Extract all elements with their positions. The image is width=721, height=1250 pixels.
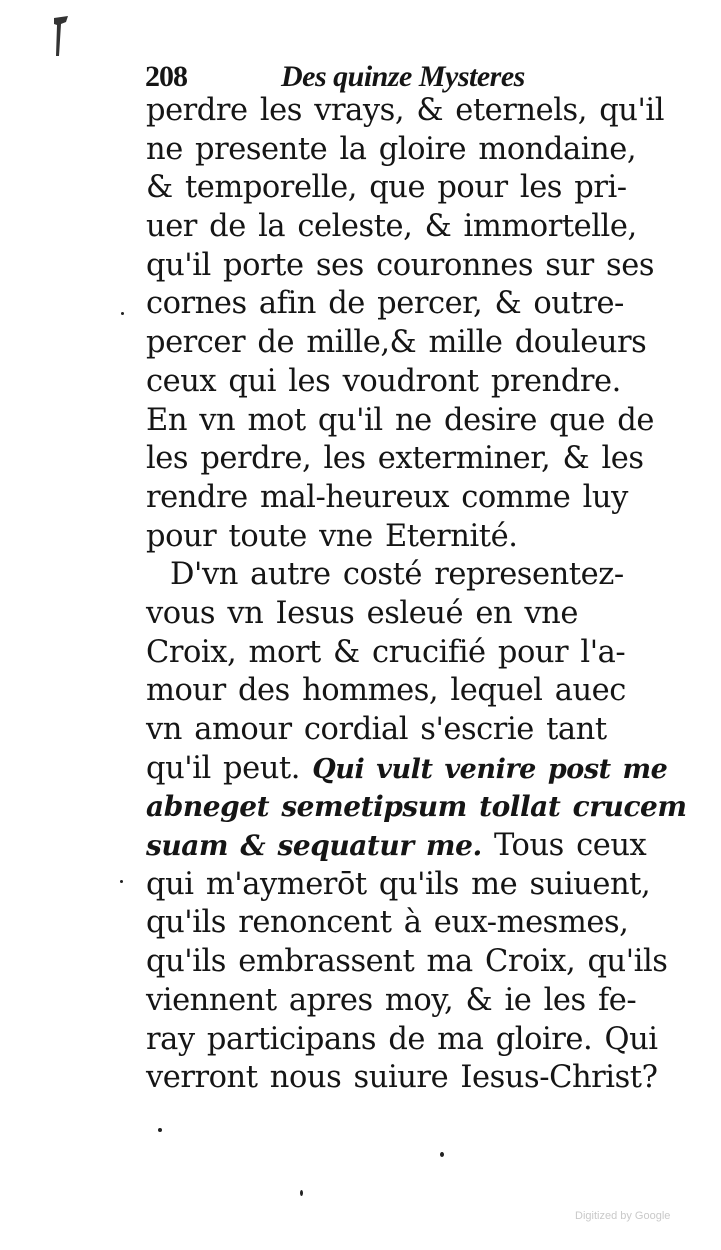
ink-speck <box>158 1128 162 1132</box>
text-line: cornes afin de percer, & outre- <box>146 286 624 322</box>
body-text <box>146 92 687 1098</box>
text-line: & temporelle, que pour les pri- <box>146 170 627 206</box>
text-line-with-quote <box>146 750 668 789</box>
text-line: viennent apres moy, & ie les fe- <box>146 982 637 1018</box>
ink-speck <box>120 880 123 883</box>
text-line: vous vn Iesus esleué en vne <box>146 595 578 631</box>
text-line: mour des hommes, lequel auec <box>146 673 626 709</box>
paragraph-start-line: D'vn autre costé representez- <box>170 557 624 593</box>
text-line: Croix, mort & crucifié pour l'a- <box>146 634 626 670</box>
text-fragment: Tous ceux <box>494 828 647 864</box>
corner-mark-icon <box>52 16 72 58</box>
running-title: Des quinze Mysteres <box>281 60 525 93</box>
text-line: ne presente la gloire mondaine, <box>146 131 637 167</box>
text-line: pour toute vne Eternité. <box>146 518 518 554</box>
latin-quote-line: abneget semetipsum tollat crucem <box>146 790 687 824</box>
text-line: verront nous suiure Iesus-Christ? <box>146 1060 658 1096</box>
text-line: qu'ils embrassent ma Croix, qu'ils <box>146 944 668 980</box>
ink-speck <box>121 312 124 315</box>
text-line-with-quote <box>146 827 647 866</box>
text-line: ceux qui les voudront prendre. <box>146 363 621 399</box>
text-line: vn amour cordial s'escrie tant <box>146 712 607 747</box>
latin-quote: Qui vult venire post me <box>312 753 668 785</box>
ink-speck <box>300 1190 303 1196</box>
text-line: qui m'aymerōt qu'ils me suiuent, <box>146 866 651 902</box>
ink-speck <box>440 1152 444 1157</box>
page-number: 208 <box>145 60 187 93</box>
latin-quote-end: suam & sequatur me. <box>146 829 482 863</box>
text-line: ray participans de ma gloire. Qui <box>146 1021 658 1057</box>
text-line: uer de la celeste, & immortelle, <box>146 209 637 245</box>
text-line: rendre mal-heureux comme luy <box>146 479 628 515</box>
text-line: qu'ils renoncent à eux-mesmes, <box>146 905 629 941</box>
watermark: Digitized by Google <box>575 1210 671 1222</box>
text-line: perdre les vrays, & eternels, qu'il <box>146 93 665 128</box>
text-line: qu'il porte ses couronnes sur ses <box>146 247 655 283</box>
text-line: percer de mille,& mille douleurs <box>146 325 647 361</box>
text-line: les perdre, les exterminer, & les <box>146 441 644 477</box>
text-fragment: qu'il peut. <box>146 750 300 786</box>
text-line: En vn mot qu'il ne desire que de <box>146 402 654 438</box>
